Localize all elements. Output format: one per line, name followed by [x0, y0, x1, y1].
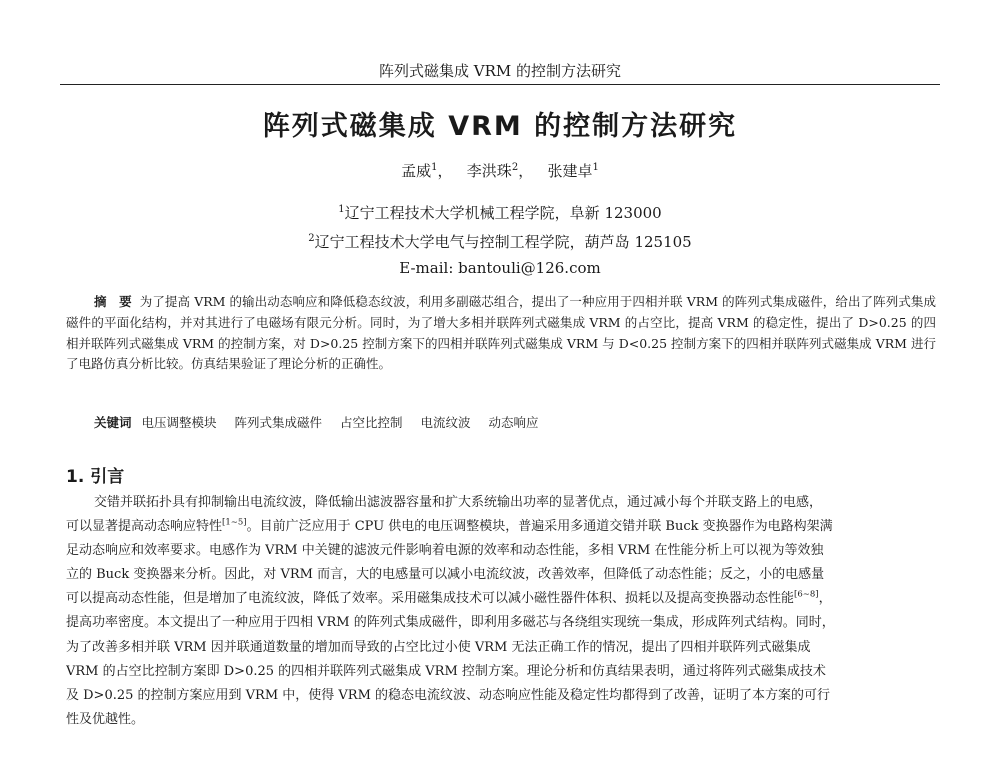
author-affiliation-mark: 2: [511, 162, 519, 173]
keyword: 动态响应: [488, 415, 539, 430]
body-line: [66, 539, 936, 563]
affiliation: [0, 202, 1000, 223]
affiliation-text: 辽宁工程技术大学电气与控制工程学院，葫芦岛 125105: [314, 233, 692, 251]
body-line: [66, 587, 936, 611]
body-line: [66, 563, 936, 587]
keyword: 电流纹波: [420, 415, 471, 430]
paper-title: 阵列式磁集成 VRM 的控制方法研究: [262, 111, 738, 142]
abstract-text: 为了提高 VRM 的输出动态响应和降低稳态纹波，利用多副磁芯组合，提出了一种应用于四相并联 VRM 的阵列式集成磁件，给出了阵列式集成磁件的平面化结构，并对其进行了电磁场有限元分析。同时，为了增大多相并联阵列式磁集成 VRM 的占空比，提高 VRM 的稳定性，提出了 D>0.25 的四相并联阵列式磁集成 VRM 的控制方案，对 D>0.25 控制方案下的四相并联阵列式磁集成 VRM 与 D<0.25 控制方案下的四相并联阵列式磁集成 VRM 进行了电路仿真分析比较。仿真结果验证了理论分析的正确性。: [66, 294, 936, 372]
body-text: 足动态响应和效率要求。电感作为 VRM 中关键的滤波元件影响着电源的效率和动态性能，多相 VRM 在性能分析上可以视为等效独: [66, 543, 824, 559]
body-line: [66, 660, 936, 684]
body-line: [66, 491, 936, 515]
author-affiliation-mark: 1: [592, 162, 599, 173]
author-list: [0, 160, 1000, 181]
author-separator: ，: [518, 162, 534, 180]
author-name: 李洪珠: [466, 162, 512, 180]
affiliation: [0, 231, 1000, 252]
affiliation-mark: 1: [338, 204, 345, 215]
body-text: 交错并联拓扑具有抑制输出电流纹波，降低输出滤波器容量和扩大系统输出功率的显著优点，通过减小每个并联支路上的电感，: [94, 495, 823, 510]
section-heading: 1. 引言: [66, 467, 125, 487]
body-text: 。目前广泛应用于 CPU 供电的电压调整模块，普遍采用多通道交错并联 Buck 变换器作为电路构架满: [246, 519, 833, 535]
body-text: 立的 Buck 变换器来分析。因此，对 VRM 而言，大的电感量可以减小电流纹波，改善效率，但降低了动态性能；反之，小的电感量: [66, 567, 825, 583]
citation: [6~8]: [794, 590, 819, 601]
body-line: [66, 515, 936, 539]
body-line: [66, 684, 936, 708]
running-header: 阵列式磁集成 VRM 的控制方法研究: [378, 62, 622, 80]
author-name: 张建卓: [547, 162, 593, 180]
keyword: 占空比控制: [340, 415, 403, 430]
keyword: 阵列式集成磁件: [234, 415, 323, 430]
body-line: [66, 636, 936, 660]
section-body: [66, 491, 936, 732]
body-text: ，: [818, 591, 832, 607]
body-text: 提高功率密度。本文提出了一种应用于四相 VRM 的阵列式集成磁件，即利用多磁芯与各绕组实现统一集成，形成阵列式结构。同时，: [66, 615, 835, 631]
citation: [1~5]: [222, 517, 247, 528]
keyword: 电压调整模块: [141, 415, 217, 430]
header-rule: [60, 84, 940, 85]
body-text: 可以显著提高动态响应特性: [66, 519, 223, 535]
affiliation-mark: 2: [308, 233, 315, 244]
author-name: 孟威: [401, 162, 432, 180]
keywords: [66, 413, 936, 433]
keywords-label: 关键词: [94, 415, 132, 430]
body-text: VRM 的占空比控制方案即 D>0.25 的四相并联阵列式磁集成 VRM 控制方案。理论分析和仿真结果表明，通过将阵列式磁集成技术: [66, 663, 826, 679]
body-line: [66, 611, 936, 635]
abstract: [66, 292, 936, 375]
author-affiliation-mark: 1: [431, 162, 438, 173]
abstract-label: 摘 要: [94, 294, 132, 309]
body-text: 及 D>0.25 的控制方案应用到 VRM 中，使得 VRM 的稳态电流纹波、动态响应性能及稳定性均都得到了改善，证明了本方案的可行: [66, 687, 831, 703]
body-text: 可以提高动态性能，但是增加了电流纹波，降低了效率。采用磁集成技术可以减小磁性器件体积、损耗以及提高变换器动态性能: [66, 591, 795, 607]
body-text: 为了改善多相并联 VRM 因并联通道数量的增加而导致的占空比过小使 VRM 无法正确工作的情况，提出了四相并联阵列式磁集成: [66, 639, 811, 655]
author-email: E-mail: bantouli@126.com: [399, 259, 601, 277]
author-separator: ，: [437, 162, 453, 180]
affiliation-text: 辽宁工程技术大学机械工程学院，阜新 123000: [344, 204, 662, 222]
body-line: [66, 708, 936, 732]
body-text: 性及优越性。: [66, 711, 145, 727]
